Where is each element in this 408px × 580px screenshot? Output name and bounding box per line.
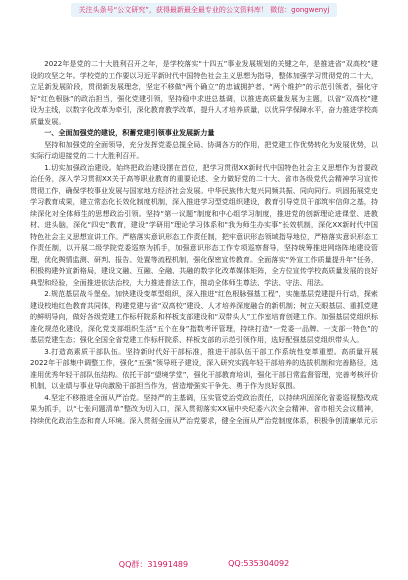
paragraph-intro: 2022年是党的二十大胜利召开之年，是学校落实“十四五”事业发展规划的关键之年，是推进省“双高校”建设的攻坚之年。学校党的工作要以习近平新时代中国特色社会主义思想为指导，整体加强学习贯彻党的二十大，立足新发展阶段，贯彻新发展理念，坚定不移做“两个确立”的忠诚拥护者、“两个维护”的示范引领者，强化守好“红色根脉”的政治担当，强化党建引领，坚持稳中求进总基调，以推进高质量发展为主题，以省“双高校”建设为主线，以数字化改革为牵引，深化教育教学改革，提升人才培养质量，以优异学保障水平，奋力推进学校高质量发展。 xyxy=(30,59,378,126)
paragraph-strict-governance: 4.坚定不移推进全面从严治党。坚持严的主基调，压实管党治党政治责任，以持续巩固深化省委巡视整改成果为抓手，以“七张问题清单”整改为切入口，深入贯彻落实XX届中央纪委六次全会精神、省市相关会议精神，持续优化政治生态和育人环境。深入贯彻全面从严治党要求，健全全面从严治党制度体系，积极争创清廉单元示 xyxy=(30,392,378,425)
document-body xyxy=(30,58,378,426)
section-heading: 一、全面加强党的建设，积蓄党建引领事业发展新力量 xyxy=(44,128,215,137)
qq-text: QQ:535304092 xyxy=(228,559,290,568)
paragraph-cadres: 3.打造高素质干部队伍。坚持新时代好干部标准，推进干部队伍干部工作系统性变革重塑。高质量开展2022年干部集中调整工作，强化“五强”领导班子建设，深入研究实践年轻干部培养的选拔机制和完善路径，选准用优秀年轻干部队伍结构。依托干部“望境学堂”，强化干部教育培训，强化干部日常监督管理，完善考核评价机制，以业绩与事业导向激励干部担当作为，营造增强实干争先、勇于作为良好氛围。 xyxy=(30,346,378,390)
paragraph-political-building: 1.切实加强政治建设。始终把政治建设摆在首位，把学习贯彻XX新时代中国特色社会主义思想作为首要政治任务，深入学习贯彻XX关于高等职业教育的重要论述、全力做好党的二十大、省市各级党代会精神学习宣传贯彻工作，确保学校事业发展与国家地方经济社会发展。中华民族伟大复兴同频共振、同向同行。巩固拓展党史学习教育成果，建立常态化长效化制度机制，深入推进学习型党组织建设，教育引导党员干部筑牢信仰之基，持续深化对全体师生的思想政治引领。坚持“第一议题”制度和中心组学习制度，推进党的创新理论进课堂、进教材、进头脑，深化“四史”教育，建设“学研用”理论学习体系和“我为师生办实事”长效机制，深化XX新时代中国特色社会主义思想宣讲工作。严格落实意识形态工作责任制，把牢意识形态领域指导地位，严格落实意识形态工作责任制，以开展二级学院党委巡察为抓手，加强意识形态工作专项巡察督导，坚持统筹推进网络阵地建设管理，优化舆情监测、研判、报告、处置等流程机制，强化保密宣传教育。全面落实“外宣工作质量提升年”任务，积极构建外宣新格局，建设文融、互融、全融、共融的数字化改革媒体矩阵，全方位宣传学校高质量发展的良好典型和经验，全面推进依法治校，大力推进普法工作，推动全体师生尊法、学法、守法、用法。 xyxy=(30,162,378,287)
paragraph-grassroots: 2.规范基层战斗堡垒。加快建设变革型组织，深入推进“红色根脉强基工程”，实施基层党建提升行动，探索建设校地红色教育共同体，构建党建与省“双高校”建设、人才培养深度融合的新机制；树立天眼基层、重抓党建的鲜明导向，做好各级党建工作标杆院系和样板支部建设和“双带头人”工作室培育创建工作。加强基层党组织标准化规范化建设，深化党支部组织生活“五个在身”指数考评管理，持续打造“一党委一品牌、一支部一特色”的基层党建生态；强化全国全省党建工作标杆院系、样板支部的示范引领作用，选好配强基层党组织带头人。 xyxy=(30,289,378,344)
watermark-banner xyxy=(0,0,408,20)
qq-group-text: QQ群：31991489 xyxy=(118,560,189,569)
paragraph-section-intro: 坚持和加强党的全面领导，充分发挥党委总揽全局、协调各方的作用，把党建工作优势转化为发展优势，以实际行动迎接党的二十大胜利召开。 xyxy=(30,139,378,160)
banner-text: 关注头条号“公文研究”，获得最新最全最专业的公文资料库！ 微信：gongwenyj xyxy=(71,3,338,17)
footer-contact xyxy=(0,559,408,570)
